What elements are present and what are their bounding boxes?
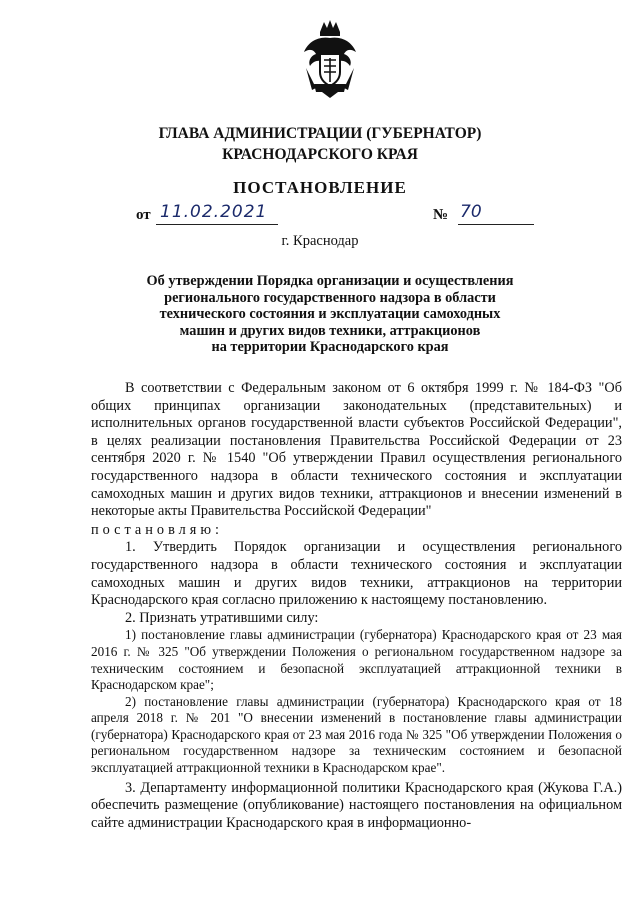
subject-line: на территории Краснодарского края xyxy=(211,339,449,356)
subject-line: технического состояния и эксплуатации самоходных xyxy=(159,306,501,323)
item-2-paragraph: 2. Признать утратившими силу: xyxy=(125,609,319,626)
city-line: г. Краснодар xyxy=(281,233,359,249)
decree-word: постановляю: xyxy=(91,521,223,538)
date-number-row xyxy=(0,202,640,229)
document-type-title: ПОСТАНОВЛЕНИЕ xyxy=(233,178,407,197)
document-body xyxy=(91,380,622,832)
preamble-paragraph: В соответствии с Федеральным законом от 6 октября 1999 г. № 184-ФЗ "Об общих принципах организации законодательных (представительных) и исполнительных органов государственной власти субъектов Российской Федерации", в целях реализации постановления Правительства Российской Федерации от 23 сентября 2020 г. № 1540 "Об утверждении Правил осуществления регионального государственного надзора в области технического состояния и эксплуатации самоходных машин и других видов техники, аттракционов и внесении изменений в некоторые акты Правительства Российской Федерации" xyxy=(91,380,622,520)
authority-title-line1: ГЛАВА АДМИНИСТРАЦИИ (ГУБЕРНАТОР) xyxy=(158,125,482,142)
document-number: 70 xyxy=(458,202,534,225)
item-3-paragraph: 3. Департаменту информационной политики Краснодарского края (Жукова Г.А.) обеспечить размещение (опубликование) настоящего постановления на официальном сайте администрации Краснодарского края в информационно- xyxy=(91,779,622,831)
subject-line: машин и других видов техники, аттракционов xyxy=(179,322,481,339)
item-2-2-paragraph: 2) постановление главы администрации (губернатора) Краснодарского края от 18 апреля 2018 г. № 201 "О внесении изменений в постановление главы администрации (губернатора) Краснодарского края от 23 мая 2016 года № 325 "Об утверждении Положения о региональном государственном надзоре за техническим состоянием и безопасной эксплуатацией аттракционной техники в Краснодарском крае". xyxy=(91,693,622,776)
document-subject xyxy=(140,273,520,356)
document-date: 11.02.2021 xyxy=(156,202,278,225)
authority-title-line2: КРАСНОДАРСКОГО КРАЯ xyxy=(222,146,418,163)
number-label: № xyxy=(433,207,449,223)
item-1-paragraph: 1. Утвердить Порядок организации и осуществления регионального государственного надзора в области технического состояния и эксплуатации самоходных машин и других видов техники, аттракционов на территории Краснодарского края согласно приложению к настоящему постановлению. xyxy=(91,539,622,609)
coat-of-arms-emblem xyxy=(298,18,362,98)
subject-line: Об утверждении Порядка организации и осуществления xyxy=(146,273,514,289)
date-label: от xyxy=(136,207,151,223)
subject-line: регионального государственного надзора в области xyxy=(164,289,496,306)
item-2-1-paragraph: 1) постановление главы администрации (губернатора) Краснодарского края от 23 мая 2016 г. № 325 "Об утверждении Положения о региональном государственном надзоре за техническим состоянием и безопасной эксплуатацией аттракционной техники в Краснодарском крае"; xyxy=(91,627,622,693)
